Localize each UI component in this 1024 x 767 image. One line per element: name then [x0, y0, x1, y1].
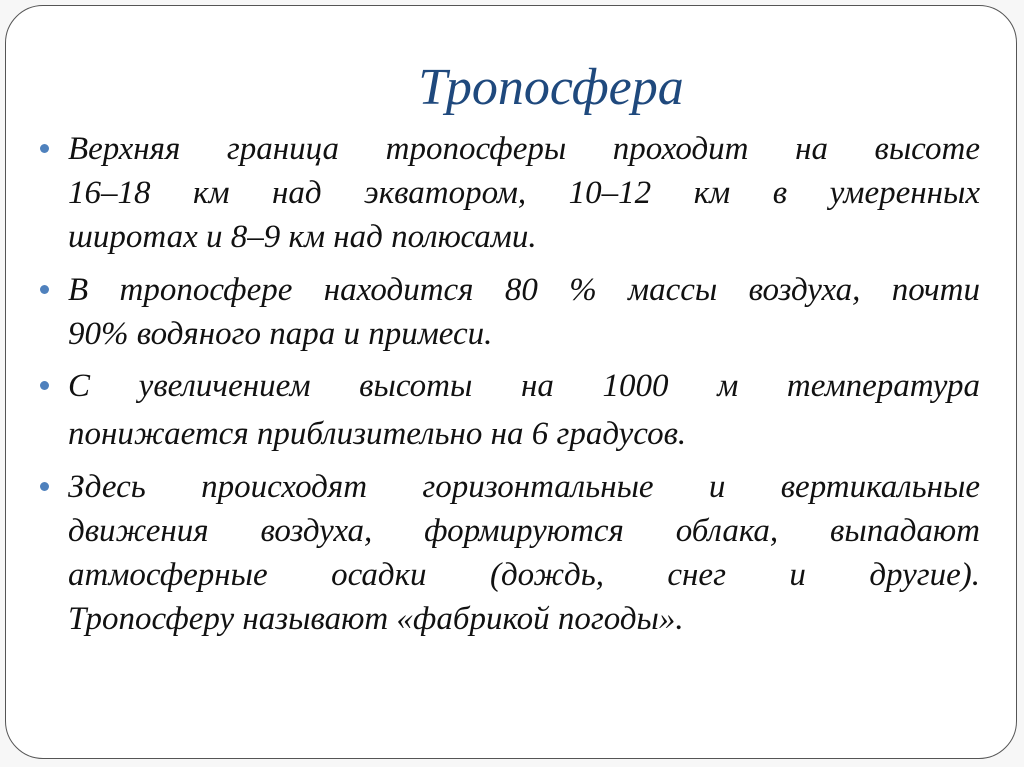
bullet-line: С увеличением высоты на 1000 м температура — [68, 368, 980, 404]
bullet-item-weather-factory — [68, 465, 980, 641]
bullet-item-temperature — [68, 364, 980, 456]
bullet-line: атмосферные осадки (дождь, снег и другие). — [68, 557, 980, 593]
bullet-dot-icon — [40, 482, 49, 491]
bullet-line: 90% водяного пара и примеси. — [68, 316, 493, 352]
bullet-line: 16–18 км над экватором, 10–12 км в умеренных — [68, 175, 980, 211]
bullet-line: Тропосферу называют «фабрикой погоды». — [68, 601, 684, 637]
bullet-item-air-mass — [68, 268, 980, 356]
bullet-dot-icon — [40, 144, 49, 153]
slide-title: Тропосфера — [418, 59, 684, 116]
bullet-line: понижается приблизительно на 6 градусов. — [68, 416, 687, 452]
bullet-line: В тропосфере находится 80 % массы воздуха, почти — [68, 272, 980, 308]
bullet-line: широтах и 8–9 км над полюсами. — [68, 219, 537, 255]
bullet-line: движения воздуха, формируются облака, выпадают — [68, 513, 980, 549]
bullet-line: Верхняя граница тропосферы проходит на высоте — [68, 131, 980, 167]
bullet-line: Здесь происходят горизонтальные и вертикальные — [68, 469, 980, 505]
bullet-item-upper-boundary — [68, 127, 980, 259]
bullet-dot-icon — [40, 381, 49, 390]
bullet-dot-icon — [40, 285, 49, 294]
